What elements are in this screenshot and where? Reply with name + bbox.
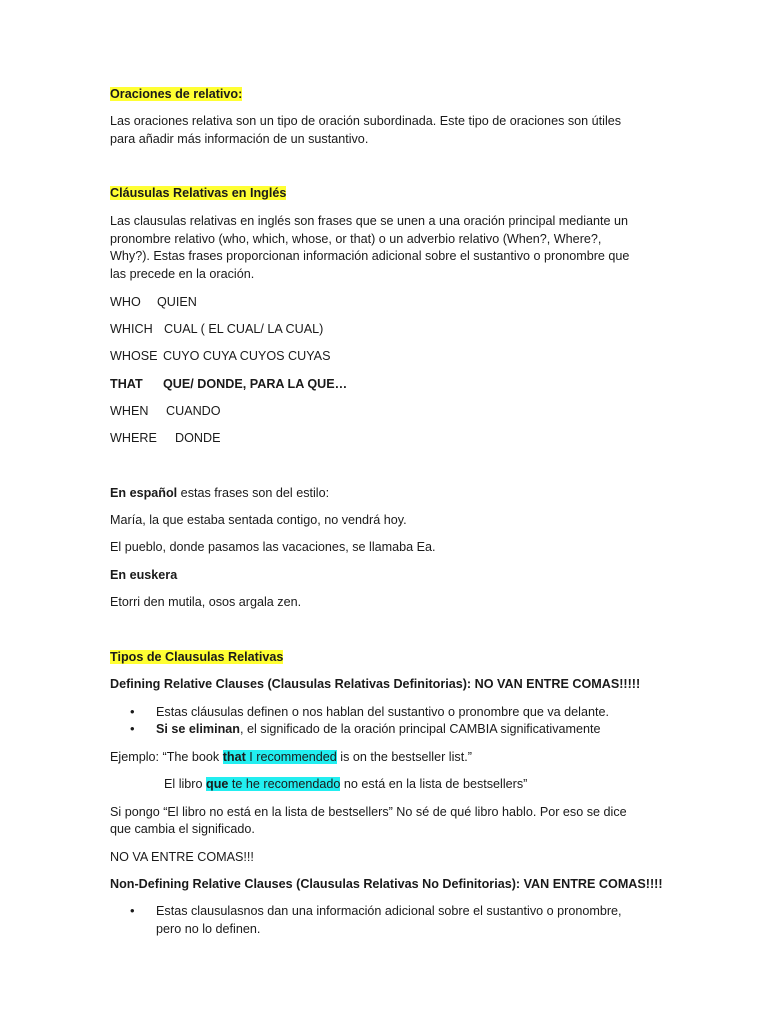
- euskera-label: En euskera: [110, 568, 178, 582]
- ejemplo-line: Ejemplo: “The book that I recommended is on the bestseller list.”: [110, 750, 472, 764]
- bullet-text: pero no lo definen.: [156, 922, 261, 936]
- pronoun-row: [110, 348, 330, 365]
- heading-tipos-clausulas: Tipos de Clausulas Relativas: [110, 650, 284, 664]
- bullet-text: Estas cláusulas definen o nos hablan del sustantivo o pronombre que va delante.: [156, 705, 609, 719]
- pronoun-en: THAT: [110, 377, 143, 391]
- pronoun-es: CUANDO: [166, 404, 221, 418]
- pronoun-es: QUE/ DONDE, PARA LA QUE…: [163, 377, 348, 391]
- no-va-entre-comas: NO VA ENTRE COMAS!!!: [110, 850, 254, 864]
- bullet-text: Estas clausulasnos dan una información adicional sobre el sustantivo o pronombre,: [156, 904, 622, 918]
- example-sentence: Etorri den mutila, osos argala zen.: [110, 595, 302, 609]
- paragraph-line: para añadir más información de un sustantivo.: [110, 132, 369, 146]
- example-sentence: María, la que estaba sentada contigo, no vendrá hoy.: [110, 513, 407, 527]
- pronoun-en: WHEN: [110, 404, 149, 418]
- pronoun-es: CUYO CUYA CUYOS CUYAS: [163, 349, 331, 363]
- bullet-icon: •: [130, 903, 135, 918]
- pronoun-row: [110, 430, 220, 447]
- paragraph-line: Why?). Estas frases proporcionan información adicional sobre el sustantivo o pronombre que: [110, 249, 630, 263]
- nondefining-title: Non-Defining Relative Clauses (Clausulas Relativas No Definitorias): VAN ENTRE COMAS!!!!: [110, 877, 663, 891]
- pronoun-en: WHO: [110, 295, 141, 309]
- defining-title: Defining Relative Clauses (Clausulas Relativas Definitorias): NO VAN ENTRE COMAS!!!!!: [110, 677, 641, 691]
- libro-line: El libro que te he recomendado no está en la lista de bestsellers”: [164, 777, 528, 791]
- pronoun-es: CUAL ( EL CUAL/ LA CUAL): [164, 322, 324, 336]
- pronoun-es: QUIEN: [157, 295, 197, 309]
- heading-oraciones-relativo: Oraciones de relativo:: [110, 87, 243, 101]
- bullet-icon: •: [130, 704, 135, 719]
- paragraph-line: Las clausulas relativas en inglés son frases que se unen a una oración principal mediante un: [110, 214, 629, 228]
- paragraph-line: que cambia el significado.: [110, 822, 255, 836]
- pronoun-en: WHOSE: [110, 349, 158, 363]
- pronoun-en: WHICH: [110, 322, 153, 336]
- pronoun-en: WHERE: [110, 431, 157, 445]
- heading-clausulas-relativas-ingles: Cláusulas Relativas en Inglés: [110, 186, 287, 200]
- paragraph-line: las precede en la oración.: [110, 267, 255, 281]
- pronoun-row: [110, 403, 221, 420]
- bullet-text: Si se eliminan, el significado de la oración principal CAMBIA significativamente: [156, 722, 601, 736]
- example-sentence: El pueblo, donde pasamos las vacaciones, se llamaba Ea.: [110, 540, 436, 554]
- pronoun-es: DONDE: [175, 431, 221, 445]
- espanol-intro: En español estas frases son del estilo:: [110, 486, 330, 500]
- paragraph-line: Las oraciones relativa son un tipo de oración subordinada. Este tipo de oraciones son útiles: [110, 114, 622, 128]
- bullet-icon: •: [130, 721, 135, 736]
- pronoun-row: [110, 294, 197, 311]
- paragraph-line: pronombre relativo (who, which, whose, or that) o un adverbio relativo (When?, Where?,: [110, 232, 602, 246]
- paragraph-line: Si pongo “El libro no está en la lista de bestsellers” No sé de qué libro hablo. Por eso se dice: [110, 805, 627, 819]
- pronoun-row: [110, 376, 347, 393]
- pronoun-row: [110, 321, 323, 338]
